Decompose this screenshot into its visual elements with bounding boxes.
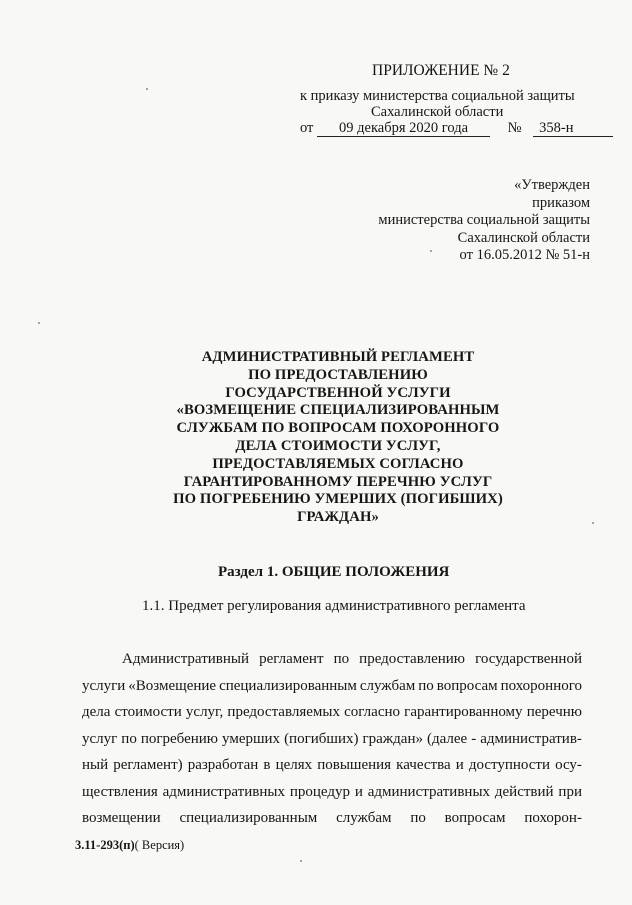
body-word: по <box>418 677 434 694</box>
body-word: и <box>354 783 363 800</box>
order-date-row <box>300 120 613 137</box>
body-word: похоронного <box>500 677 582 694</box>
approved-line: министерства социальной защиты <box>378 212 590 229</box>
body-word: и <box>455 757 464 773</box>
body-word: погребению <box>140 730 219 747</box>
body-word: услуг, <box>185 704 224 720</box>
scan-speck <box>300 860 302 862</box>
body-word: гарантированному <box>404 704 523 720</box>
body-word: административ- <box>480 730 582 747</box>
scan-speck <box>430 250 432 252</box>
body-line <box>82 699 582 726</box>
body-word: предоставляемых <box>227 704 340 720</box>
body-word: граждан» <box>362 730 423 747</box>
body-word: специализированным <box>219 677 357 694</box>
body-word: ществления <box>82 783 158 800</box>
body-word: (погибших) <box>284 730 359 747</box>
body-word: вопросам <box>436 677 498 694</box>
footer-version: ( Версия) <box>134 838 185 852</box>
regulation-title-line: ПРЕДОСТАВЛЯЕМЫХ СОГЛАСНО <box>212 455 464 472</box>
approved-line: «Утвержден <box>514 177 590 193</box>
body-line <box>82 646 582 673</box>
body-word: предоставлению <box>359 651 466 667</box>
body-word: действий <box>494 783 554 800</box>
approved-block <box>378 177 590 265</box>
body-word: по <box>410 810 426 826</box>
body-word: стоимости <box>114 704 182 720</box>
body-line <box>82 805 582 832</box>
body-word: (далее <box>426 730 468 747</box>
body-word: вопросам <box>444 810 506 826</box>
body-word: качества <box>396 757 451 773</box>
body-word: службам <box>336 810 392 826</box>
scan-speck <box>592 522 594 524</box>
body-word: по <box>333 651 350 667</box>
body-line <box>82 726 582 753</box>
body-word: - <box>471 730 477 747</box>
approved-line: от 16.05.2012 № 51-н <box>459 247 590 264</box>
body-word: процедур <box>289 783 350 800</box>
body-line <box>82 752 582 779</box>
body-word: целях <box>275 757 313 773</box>
body-word: регламент <box>259 651 324 667</box>
body-word: повышения <box>317 757 392 773</box>
order-number: 358-н <box>533 121 613 137</box>
order-reference-line2: Сахалинской области <box>371 104 504 120</box>
appendix-title: ПРИЛОЖЕНИЕ № 2 <box>372 62 510 79</box>
body-word: перечню <box>526 704 582 720</box>
body-word: по <box>121 730 137 747</box>
body-word: при <box>558 783 582 800</box>
regulation-title-line: ПО ПОГРЕБЕНИЮ УМЕРШИХ (ПОГИБШИХ) <box>173 491 503 508</box>
body-word: специализированным <box>179 810 318 826</box>
body-word: государственной <box>475 651 582 667</box>
body-word: Административный <box>122 651 250 667</box>
order-reference-line1: к приказу министерства социальной защиты <box>300 88 575 104</box>
body-word: ный <box>82 757 109 773</box>
scan-speck <box>38 322 40 324</box>
regulation-title-line: ПО ПРЕДОСТАВЛЕНИЮ <box>248 366 428 383</box>
body-word: административных <box>162 783 285 800</box>
footer-document-code <box>75 838 184 853</box>
body-word: похорон- <box>524 810 582 826</box>
body-word: службам <box>359 677 416 694</box>
regulation-title-line: АДМИНИСТРАТИВНЫЙ РЕГЛАМЕНТ <box>201 349 475 365</box>
body-word: осу- <box>555 757 582 773</box>
body-paragraph <box>82 646 582 832</box>
regulation-title-line: СЛУЖБАМ ПО ВОПРОСАМ ПОХОРОННОГО <box>176 420 500 437</box>
body-word: разработан <box>187 757 259 773</box>
approved-line: Сахалинской области <box>457 229 590 246</box>
body-word: дела <box>82 704 111 720</box>
body-line <box>82 673 582 700</box>
regulation-title-line: ГРАЖДАН» <box>297 509 379 526</box>
body-word: согласно <box>344 704 401 720</box>
footer-code: 3.11-293(п) <box>75 838 135 852</box>
order-number-label: № <box>507 120 522 136</box>
body-word: услуг <box>82 730 118 747</box>
body-word: регламент) <box>113 757 183 773</box>
approved-line: приказом <box>532 194 590 211</box>
body-word: услуги <box>82 677 126 694</box>
regulation-title-line: ГАРАНТИРОВАННОМУ ПЕРЕЧНЮ УСЛУГ <box>183 473 493 490</box>
body-word: административных <box>367 783 491 800</box>
body-word: умерших <box>222 730 281 747</box>
section-heading: Раздел 1. ОБЩИЕ ПОЛОЖЕНИЯ <box>218 564 450 580</box>
body-word: в <box>263 757 271 773</box>
subsection-heading: 1.1. Предмет регулирования административного регламента <box>142 598 526 614</box>
body-word: доступности <box>468 757 551 773</box>
regulation-title-line: ДЕЛА СТОИМОСТИ УСЛУГ, <box>235 437 441 454</box>
order-date: 09 декабря 2020 года <box>317 121 490 137</box>
scan-speck <box>146 88 148 90</box>
body-line <box>82 779 582 806</box>
body-word: возмещении <box>82 810 161 826</box>
regulation-title <box>140 349 536 527</box>
regulation-title-line: «ВОЗМЕЩЕНИЕ СПЕЦИАЛИЗИРОВАННЫМ <box>176 402 500 419</box>
order-date-prefix: от <box>300 120 314 136</box>
regulation-title-line: ГОСУДАРСТВЕННОЙ УСЛУГИ <box>225 384 451 401</box>
body-word: «Возмещение <box>128 677 217 694</box>
